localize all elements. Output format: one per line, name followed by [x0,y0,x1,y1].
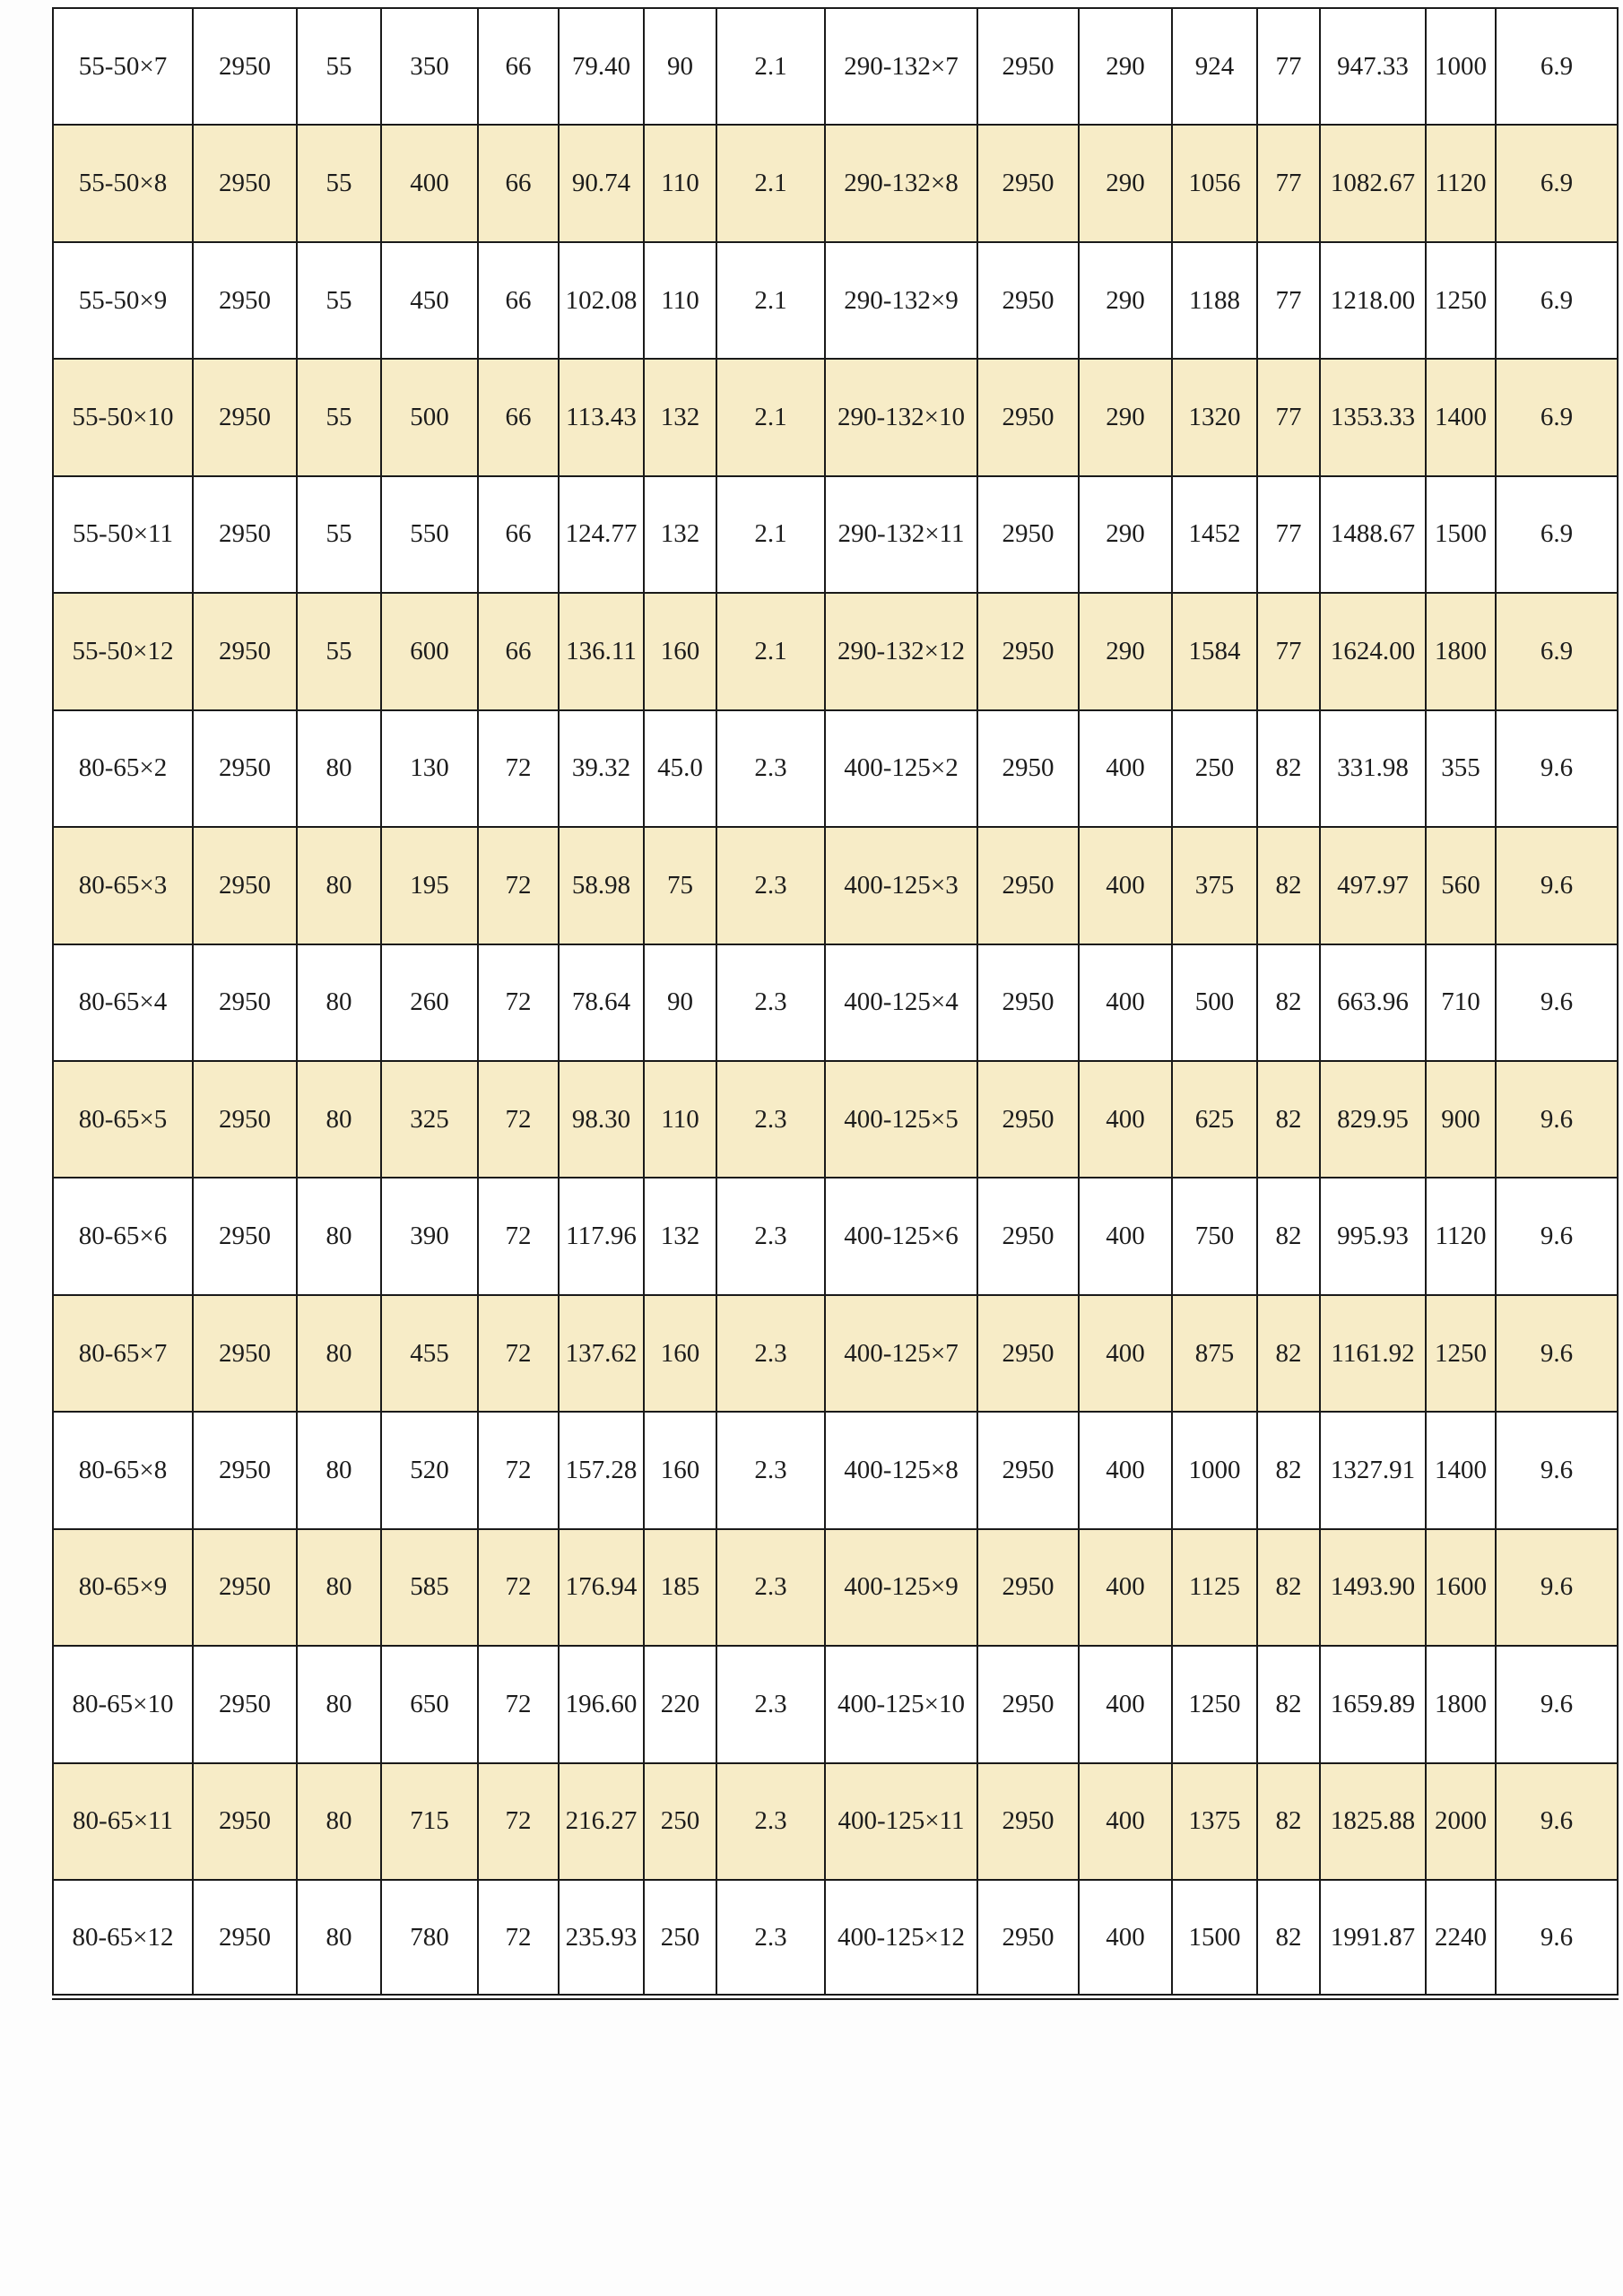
value-cell: 2950 [977,593,1079,709]
model-cell: 400-125×5 [825,1061,977,1178]
value-cell: 250 [1172,710,1257,827]
value-cell: 331.98 [1320,710,1426,827]
value-cell: 39.32 [559,710,644,827]
table-row [53,8,1618,125]
value-cell: 1500 [1172,1880,1257,1997]
value-cell: 66 [478,359,559,475]
value-cell: 1320 [1172,359,1257,475]
value-cell: 132 [644,359,716,475]
value-cell: 160 [644,1412,716,1528]
table-row [53,1295,1618,1412]
value-cell: 924 [1172,8,1257,125]
model-cell: 400-125×8 [825,1412,977,1528]
model-cell: 55-50×9 [53,242,193,359]
value-cell: 2950 [193,827,297,944]
value-cell: 1161.92 [1320,1295,1426,1412]
value-cell: 400 [1079,1061,1172,1178]
value-cell: 77 [1257,125,1320,241]
value-cell: 2950 [193,125,297,241]
model-cell: 400-125×6 [825,1178,977,1294]
value-cell: 1375 [1172,1763,1257,1880]
value-cell: 650 [381,1646,478,1762]
value-cell: 72 [478,1763,559,1880]
value-cell: 72 [478,1061,559,1178]
value-cell: 2950 [977,710,1079,827]
table-row [53,359,1618,475]
value-cell: 185 [644,1529,716,1646]
value-cell: 9.6 [1496,944,1618,1061]
value-cell: 110 [644,242,716,359]
value-cell: 80 [297,1178,381,1294]
value-cell: 72 [478,710,559,827]
value-cell: 2950 [193,593,297,709]
value-cell: 875 [1172,1295,1257,1412]
value-cell: 400 [1079,1178,1172,1294]
value-cell: 1488.67 [1320,476,1426,593]
value-cell: 520 [381,1412,478,1528]
value-cell: 110 [644,1061,716,1178]
model-cell: 80-65×9 [53,1529,193,1646]
model-cell: 400-125×3 [825,827,977,944]
value-cell: 82 [1257,710,1320,827]
value-cell: 80 [297,1763,381,1880]
value-cell: 216.27 [559,1763,644,1880]
value-cell: 995.93 [1320,1178,1426,1294]
value-cell: 625 [1172,1061,1257,1178]
value-cell: 1000 [1172,1412,1257,1528]
value-cell: 1624.00 [1320,593,1426,709]
value-cell: 1120 [1426,1178,1496,1294]
value-cell: 2950 [977,1061,1079,1178]
value-cell: 2950 [193,1295,297,1412]
value-cell: 9.6 [1496,1412,1618,1528]
value-cell: 2.1 [716,476,825,593]
value-cell: 1659.89 [1320,1646,1426,1762]
value-cell: 2950 [193,359,297,475]
value-cell: 80 [297,944,381,1061]
table-row [53,710,1618,827]
model-cell: 400-125×4 [825,944,977,1061]
value-cell: 400 [1079,1412,1172,1528]
value-cell: 1056 [1172,125,1257,241]
value-cell: 55 [297,125,381,241]
value-cell: 82 [1257,1880,1320,1997]
value-cell: 900 [1426,1061,1496,1178]
value-cell: 82 [1257,827,1320,944]
value-cell: 250 [644,1880,716,1997]
value-cell: 82 [1257,1412,1320,1528]
value-cell: 82 [1257,1295,1320,1412]
value-cell: 2240 [1426,1880,1496,1997]
value-cell: 2.3 [716,1880,825,1997]
value-cell: 2.3 [716,1763,825,1880]
value-cell: 2950 [977,125,1079,241]
model-cell: 400-125×10 [825,1646,977,1762]
table-row [53,1880,1618,1997]
value-cell: 130 [381,710,478,827]
model-cell: 55-50×7 [53,8,193,125]
value-cell: 2.3 [716,827,825,944]
value-cell: 375 [1172,827,1257,944]
value-cell: 500 [1172,944,1257,1061]
value-cell: 9.6 [1496,1061,1618,1178]
value-cell: 2950 [193,8,297,125]
value-cell: 82 [1257,1529,1320,1646]
model-cell: 55-50×12 [53,593,193,709]
value-cell: 600 [381,593,478,709]
value-cell: 160 [644,593,716,709]
value-cell: 2950 [193,1763,297,1880]
value-cell: 72 [478,1880,559,1997]
table-row [53,1061,1618,1178]
value-cell: 2.1 [716,593,825,709]
value-cell: 780 [381,1880,478,1997]
value-cell: 77 [1257,242,1320,359]
value-cell: 102.08 [559,242,644,359]
value-cell: 90.74 [559,125,644,241]
value-cell: 400 [381,125,478,241]
value-cell: 500 [381,359,478,475]
value-cell: 6.9 [1496,125,1618,241]
value-cell: 9.6 [1496,1529,1618,1646]
value-cell: 9.6 [1496,827,1618,944]
value-cell: 450 [381,242,478,359]
value-cell: 710 [1426,944,1496,1061]
model-cell: 80-65×3 [53,827,193,944]
value-cell: 390 [381,1178,478,1294]
value-cell: 1250 [1426,242,1496,359]
model-cell: 400-125×2 [825,710,977,827]
value-cell: 290 [1079,593,1172,709]
value-cell: 1991.87 [1320,1880,1426,1997]
value-cell: 250 [644,1763,716,1880]
value-cell: 136.11 [559,593,644,709]
value-cell: 1452 [1172,476,1257,593]
value-cell: 829.95 [1320,1061,1426,1178]
value-cell: 1218.00 [1320,242,1426,359]
value-cell: 2950 [193,1529,297,1646]
value-cell: 550 [381,476,478,593]
value-cell: 750 [1172,1178,1257,1294]
value-cell: 72 [478,1412,559,1528]
value-cell: 2950 [193,1880,297,1997]
value-cell: 400 [1079,1295,1172,1412]
value-cell: 290 [1079,242,1172,359]
table-row [53,593,1618,709]
table-row [53,1529,1618,1646]
value-cell: 947.33 [1320,8,1426,125]
model-cell: 80-65×10 [53,1646,193,1762]
value-cell: 6.9 [1496,593,1618,709]
table-row [53,944,1618,1061]
value-cell: 6.9 [1496,359,1618,475]
value-cell: 1584 [1172,593,1257,709]
value-cell: 195 [381,827,478,944]
value-cell: 2.1 [716,359,825,475]
value-cell: 2950 [193,1061,297,1178]
value-cell: 350 [381,8,478,125]
value-cell: 2950 [193,1646,297,1762]
table-row [53,1646,1618,1762]
value-cell: 78.64 [559,944,644,1061]
value-cell: 6.9 [1496,8,1618,125]
value-cell: 58.98 [559,827,644,944]
value-cell: 82 [1257,1646,1320,1762]
value-cell: 2950 [977,1412,1079,1528]
value-cell: 2.3 [716,1295,825,1412]
value-cell: 2950 [193,1178,297,1294]
value-cell: 55 [297,476,381,593]
table-row [53,242,1618,359]
model-cell: 290-132×12 [825,593,977,709]
model-cell: 290-132×11 [825,476,977,593]
value-cell: 196.60 [559,1646,644,1762]
value-cell: 400 [1079,1880,1172,1997]
value-cell: 82 [1257,944,1320,1061]
value-cell: 2950 [977,242,1079,359]
table-row [53,1412,1618,1528]
table-row [53,125,1618,241]
model-cell: 400-125×7 [825,1295,977,1412]
value-cell: 2.1 [716,8,825,125]
value-cell: 290 [1079,476,1172,593]
model-cell: 290-132×8 [825,125,977,241]
value-cell: 55 [297,242,381,359]
value-cell: 1250 [1172,1646,1257,1762]
value-cell: 80 [297,1295,381,1412]
model-cell: 80-65×11 [53,1763,193,1880]
value-cell: 72 [478,827,559,944]
value-cell: 113.43 [559,359,644,475]
value-cell: 400 [1079,944,1172,1061]
value-cell: 132 [644,1178,716,1294]
value-cell: 2950 [193,710,297,827]
value-cell: 400 [1079,1529,1172,1646]
value-cell: 355 [1426,710,1496,827]
value-cell: 2950 [977,1646,1079,1762]
value-cell: 2.3 [716,710,825,827]
model-cell: 290-132×10 [825,359,977,475]
model-cell: 55-50×11 [53,476,193,593]
value-cell: 400 [1079,1646,1172,1762]
value-cell: 1600 [1426,1529,1496,1646]
value-cell: 80 [297,827,381,944]
value-cell: 66 [478,242,559,359]
value-cell: 2.1 [716,125,825,241]
value-cell: 290 [1079,125,1172,241]
value-cell: 1250 [1426,1295,1496,1412]
value-cell: 117.96 [559,1178,644,1294]
value-cell: 9.6 [1496,1763,1618,1880]
value-cell: 80 [297,1880,381,1997]
value-cell: 137.62 [559,1295,644,1412]
value-cell: 132 [644,476,716,593]
value-cell: 90 [644,8,716,125]
table-row [53,1763,1618,1880]
value-cell: 6.9 [1496,242,1618,359]
value-cell: 2950 [977,1763,1079,1880]
value-cell: 9.6 [1496,1178,1618,1294]
table-row [53,1178,1618,1294]
value-cell: 82 [1257,1061,1320,1178]
model-cell: 80-65×4 [53,944,193,1061]
value-cell: 72 [478,1529,559,1646]
value-cell: 2950 [193,476,297,593]
value-cell: 455 [381,1295,478,1412]
value-cell: 6.9 [1496,476,1618,593]
value-cell: 585 [381,1529,478,1646]
value-cell: 2950 [977,1529,1079,1646]
value-cell: 2950 [977,1178,1079,1294]
value-cell: 2950 [193,944,297,1061]
value-cell: 1120 [1426,125,1496,241]
value-cell: 77 [1257,8,1320,125]
value-cell: 75 [644,827,716,944]
model-cell: 80-65×6 [53,1178,193,1294]
value-cell: 2.1 [716,242,825,359]
model-cell: 80-65×7 [53,1295,193,1412]
model-cell: 55-50×10 [53,359,193,475]
value-cell: 80 [297,1061,381,1178]
value-cell: 400 [1079,827,1172,944]
value-cell: 325 [381,1061,478,1178]
value-cell: 2.3 [716,1061,825,1178]
value-cell: 2950 [977,827,1079,944]
value-cell: 715 [381,1763,478,1880]
value-cell: 55 [297,8,381,125]
value-cell: 98.30 [559,1061,644,1178]
value-cell: 80 [297,1529,381,1646]
value-cell: 2950 [977,1295,1079,1412]
model-cell: 80-65×8 [53,1412,193,1528]
value-cell: 55 [297,593,381,709]
value-cell: 55 [297,359,381,475]
value-cell: 72 [478,944,559,1061]
value-cell: 66 [478,125,559,241]
value-cell: 80 [297,710,381,827]
value-cell: 66 [478,8,559,125]
model-cell: 290-132×7 [825,8,977,125]
value-cell: 66 [478,593,559,709]
value-cell: 497.97 [1320,827,1426,944]
value-cell: 2000 [1426,1763,1496,1880]
table-body [53,8,1618,1997]
table-row [53,476,1618,593]
value-cell: 72 [478,1178,559,1294]
value-cell: 2950 [977,8,1079,125]
value-cell: 2950 [977,476,1079,593]
model-cell: 55-50×8 [53,125,193,241]
value-cell: 290 [1079,359,1172,475]
value-cell: 80 [297,1412,381,1528]
value-cell: 1400 [1426,1412,1496,1528]
value-cell: 2.3 [716,1529,825,1646]
model-cell: 400-125×9 [825,1529,977,1646]
value-cell: 400 [1079,1763,1172,1880]
table-row [53,827,1618,944]
value-cell: 45.0 [644,710,716,827]
value-cell: 1082.67 [1320,125,1426,241]
model-cell: 290-132×9 [825,242,977,359]
model-cell: 80-65×12 [53,1880,193,1997]
value-cell: 2950 [977,944,1079,1061]
value-cell: 1493.90 [1320,1529,1426,1646]
value-cell: 77 [1257,476,1320,593]
value-cell: 80 [297,1646,381,1762]
value-cell: 1500 [1426,476,1496,593]
value-cell: 2950 [193,1412,297,1528]
value-cell: 72 [478,1295,559,1412]
value-cell: 77 [1257,593,1320,709]
pump-spec-table [52,7,1619,2000]
value-cell: 157.28 [559,1412,644,1528]
model-cell: 80-65×5 [53,1061,193,1178]
value-cell: 72 [478,1646,559,1762]
value-cell: 2950 [977,359,1079,475]
value-cell: 400 [1079,710,1172,827]
value-cell: 1327.91 [1320,1412,1426,1528]
value-cell: 2950 [977,1880,1079,1997]
model-cell: 400-125×12 [825,1880,977,1997]
value-cell: 2950 [193,242,297,359]
value-cell: 82 [1257,1763,1320,1880]
value-cell: 1400 [1426,359,1496,475]
value-cell: 160 [644,1295,716,1412]
value-cell: 9.6 [1496,1880,1618,1997]
value-cell: 1000 [1426,8,1496,125]
value-cell: 1353.33 [1320,359,1426,475]
value-cell: 260 [381,944,478,1061]
value-cell: 290 [1079,8,1172,125]
model-cell: 80-65×2 [53,710,193,827]
value-cell: 82 [1257,1178,1320,1294]
value-cell: 110 [644,125,716,241]
value-cell: 663.96 [1320,944,1426,1061]
value-cell: 2.3 [716,1646,825,1762]
value-cell: 1800 [1426,1646,1496,1762]
value-cell: 560 [1426,827,1496,944]
value-cell: 9.6 [1496,710,1618,827]
value-cell: 77 [1257,359,1320,475]
value-cell: 176.94 [559,1529,644,1646]
value-cell: 235.93 [559,1880,644,1997]
value-cell: 2.3 [716,1178,825,1294]
value-cell: 1188 [1172,242,1257,359]
value-cell: 79.40 [559,8,644,125]
value-cell: 90 [644,944,716,1061]
value-cell: 220 [644,1646,716,1762]
model-cell: 400-125×11 [825,1763,977,1880]
value-cell: 124.77 [559,476,644,593]
value-cell: 9.6 [1496,1646,1618,1762]
value-cell: 66 [478,476,559,593]
value-cell: 1125 [1172,1529,1257,1646]
value-cell: 1825.88 [1320,1763,1426,1880]
value-cell: 2.3 [716,944,825,1061]
value-cell: 9.6 [1496,1295,1618,1412]
value-cell: 1800 [1426,593,1496,709]
value-cell: 2.3 [716,1412,825,1528]
